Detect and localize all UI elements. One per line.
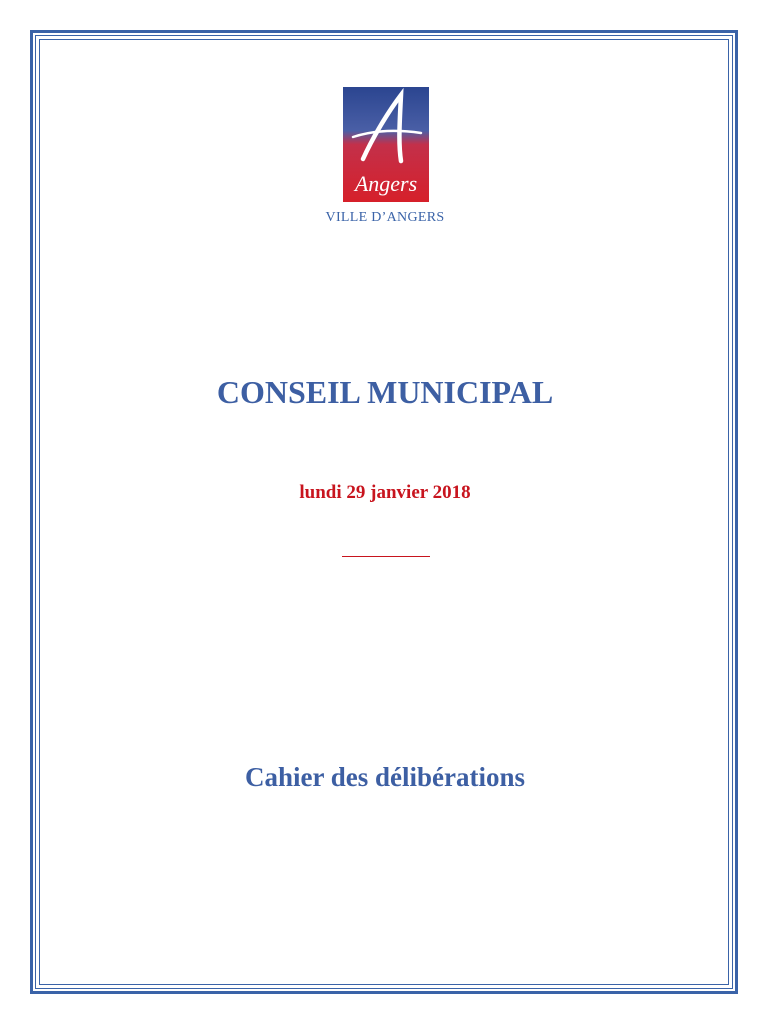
logo-text: Angers [354,171,418,196]
page-title: CONSEIL MUNICIPAL [216,374,554,410]
city-name: VILLE D’ANGERS [325,210,445,225]
meeting-date: lundi 29 janvier 2018 [299,482,471,503]
angers-logo [343,87,429,202]
separator-line [342,556,430,557]
document-subtitle: Cahier des délibérations [244,762,525,792]
